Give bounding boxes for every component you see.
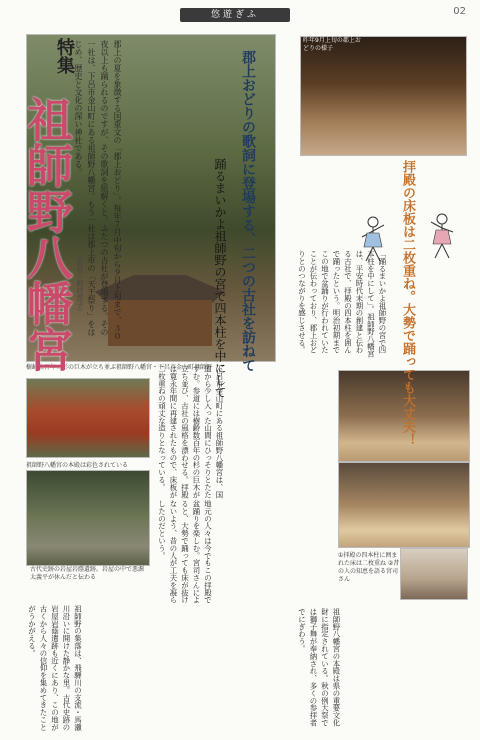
right-photo-captions: ①拝殿の四本柱に囲まれた床は二枚重ね ②昔の人の知恵を語る宮司さん bbox=[338, 552, 400, 583]
body-text-right-top: 「踊るまいかよ祖師野の宮で四本柱を中にして」。祖師野八幡宮は、平安時代末期の創建と伝わる古社で、拝殿の四本柱を囲んで踊ったという。明治初期までこの地で盆踊りが行われていたことが伝わっており、郡上おどりとのつながりを感じさせる。 bbox=[297, 250, 387, 358]
feature-label: 特集 bbox=[54, 38, 75, 74]
gate-photo-caption: 祖師野八幡宮の本殿は彩色されている bbox=[26, 462, 129, 469]
intro-text: 郡上の夏を象徴する国重文の「郡上おどり」。毎年７月中旬から９月上旬まで、３０夜以上も踊られるのですが、その歌詞を紐解くと、ふたつの古社が登場する。その一社は、下呂市金山町にある祖師野八幡宮。もう一社は郡上市の「天王祭り」をはじめ、歴史と文化の深い神社である。 bbox=[74, 40, 122, 340]
page-title: 祖師野八幡宮 bbox=[20, 96, 74, 372]
gate-photo bbox=[26, 378, 150, 458]
header-label: 悠遊ぎふ bbox=[210, 10, 259, 20]
dancer-illustration-icon bbox=[425, 212, 459, 262]
interior-photo-2 bbox=[338, 462, 470, 548]
shrine-photo-caption: 樹齢数百年の杉の巨木が立ち並ぶ祖師野八幡宮・下呂市金山町祖師野 bbox=[26, 364, 213, 371]
page-number: 02 bbox=[453, 6, 466, 17]
body-text-bottom-right: 祖師野八幡宮の本殿は県の重要文化財に指定されている。秋の例大祭では獅子舞が奉納され、多くの参拝者でにぎわう。 bbox=[297, 608, 341, 727]
stone-photo-caption: 古代史跡の岩屋岩蔭遺跡。岩屋の中で悪源太義平が休んだと伝わる bbox=[30, 566, 145, 581]
festival-photo-caption: 昨年9月上旬の郡上おどりの様子 bbox=[303, 37, 361, 52]
subtitle: 郡上おどりの歌詞に登場する、二つの古社を訪ねて bbox=[240, 50, 256, 372]
priest-photo bbox=[400, 548, 468, 600]
body-text-bottom: 祖師野の集落は、飛騨川の支流・馬瀬川沿いに開けた静かな里。古代史跡の岩屋岩蔭遺跡も近くにあり、この地が古くから人々の信仰を集めてきたことがうかがえる。 bbox=[27, 605, 83, 731]
body-text-mid: 下呂市金山町にある祖師野八幡宮は、国道から少し入った山間にひっそりとたたずむ。参道には樹齢数百年の杉の巨木が立ち並び、古社の風格を漂わせる。拝殿は寛永年間に再建されたもので、床板が二枚重ねの頑丈な造りとなっている。 bbox=[157, 365, 224, 499]
headline-right: 拝殿の床板は二枚重ね。大勢で踊っても大丈夫！ bbox=[400, 160, 415, 446]
intro-credit: （取材・野村淳子） bbox=[76, 252, 84, 315]
stone-photo bbox=[26, 470, 150, 566]
handwritten-lyric: 踊るまいかよ祖師野の宮で四本柱を中にして bbox=[213, 158, 227, 398]
header-band bbox=[180, 8, 290, 22]
body-text-lower: 地元の人々は今でもこの拝殿で盆踊りを楽しむ。宮司さんによると、大勢で踊っても床が抜けないよう、昔の人が工夫を凝らしたのだという。 bbox=[157, 500, 213, 604]
festival-photo bbox=[300, 36, 467, 156]
